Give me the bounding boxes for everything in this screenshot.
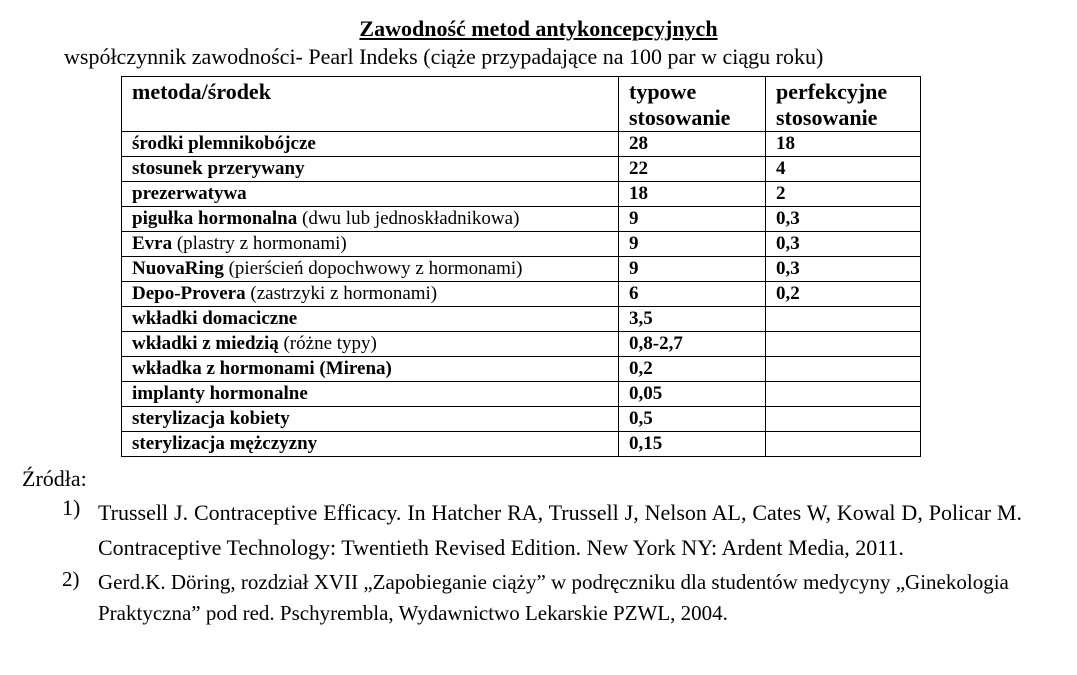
header-perfect-use: perfekcyjne stosowanie xyxy=(766,77,921,132)
method-name: sterylizacja kobiety xyxy=(132,408,290,429)
method-name: prezerwatywa xyxy=(132,183,247,204)
method-cell xyxy=(122,207,619,232)
method-cell xyxy=(122,257,619,282)
method-cell xyxy=(122,357,619,382)
source-text: Trussell J. Contraceptive Efficacy. In Hatcher RA, Trussell J, Nelson AL, Cates W, Kowal D, Policar M. Contraceptive Technology: Twentieth Revised Edition. New York NY: Ardent Media, 2011. xyxy=(98,500,1022,560)
method-cell xyxy=(122,132,619,157)
header-method: metoda/środek xyxy=(122,77,619,132)
method-name: implanty hormonalne xyxy=(132,383,308,404)
method-cell xyxy=(122,407,619,432)
perfect-use-cell xyxy=(766,382,921,407)
source-text: Gerd.K. Döring, rozdział XVII „Zapobieganie ciąży” w podręczniku dla studentów medycyny „Ginekologia Praktyczna” pod red. Pschyrembla, Wydawnictwo Lekarskie PZWL, 2004. xyxy=(98,570,1009,625)
typical-use-cell: 0,15 xyxy=(619,432,766,457)
table-row xyxy=(122,232,921,257)
sources-label: Źródła: xyxy=(22,466,87,491)
typical-use-cell: 22 xyxy=(619,157,766,182)
table-row xyxy=(122,157,921,182)
sources-list xyxy=(62,495,1022,629)
typical-use-cell: 0,8-2,7 xyxy=(619,332,766,357)
method-name: wkładki z miedzią xyxy=(132,333,279,354)
method-note: (zastrzyki z hormonami) xyxy=(245,283,438,304)
document-title: Zawodność metod antykoncepcyjnych xyxy=(359,16,718,41)
method-name: Evra xyxy=(132,233,173,254)
table-row xyxy=(122,182,921,207)
perfect-use-cell xyxy=(766,407,921,432)
method-name: NuovaRing xyxy=(132,258,224,279)
pearl-index-table xyxy=(121,76,921,457)
table-row xyxy=(122,332,921,357)
method-note: (plastry z hormonami) xyxy=(172,233,347,254)
method-name: Depo-Provera xyxy=(132,283,246,304)
method-name: środki plemnikobójcze xyxy=(132,133,316,154)
document-subtitle: współczynnik zawodności- Pearl Indeks (ciąże przypadające na 100 par w ciągu roku) xyxy=(64,44,824,69)
perfect-use-cell xyxy=(766,307,921,332)
table-row xyxy=(122,382,921,407)
typical-use-cell: 6 xyxy=(619,282,766,307)
typical-use-cell: 0,5 xyxy=(619,407,766,432)
table-row xyxy=(122,132,921,157)
method-cell xyxy=(122,282,619,307)
table-row xyxy=(122,432,921,457)
header-typical-use: typowe stosowanie xyxy=(619,77,766,132)
source-number: 1) xyxy=(62,495,81,520)
table-row xyxy=(122,257,921,282)
method-cell xyxy=(122,432,619,457)
table-row xyxy=(122,357,921,382)
method-name: sterylizacja mężczyzny xyxy=(132,433,318,454)
method-cell xyxy=(122,332,619,357)
method-name: wkładka z hormonami (Mirena) xyxy=(132,358,392,379)
source-item xyxy=(62,567,1022,629)
typical-use-cell: 3,5 xyxy=(619,307,766,332)
table-body xyxy=(122,132,921,457)
method-cell xyxy=(122,382,619,407)
perfect-use-cell xyxy=(766,332,921,357)
typical-use-cell: 9 xyxy=(619,257,766,282)
method-name: wkładki domaciczne xyxy=(132,308,298,329)
table-row xyxy=(122,407,921,432)
table-row xyxy=(122,207,921,232)
method-cell xyxy=(122,157,619,182)
perfect-use-cell: 0,2 xyxy=(766,282,921,307)
typical-use-cell: 18 xyxy=(619,182,766,207)
method-note: (dwu lub jednoskładnikowa) xyxy=(297,208,520,229)
method-cell xyxy=(122,182,619,207)
table-row xyxy=(122,307,921,332)
typical-use-cell: 9 xyxy=(619,207,766,232)
typical-use-cell: 0,05 xyxy=(619,382,766,407)
table-row xyxy=(122,282,921,307)
perfect-use-cell xyxy=(766,357,921,382)
perfect-use-cell: 0,3 xyxy=(766,257,921,282)
method-note: (różne typy) xyxy=(278,333,377,354)
method-name: pigułka hormonalna xyxy=(132,208,298,229)
perfect-use-cell: 0,3 xyxy=(766,207,921,232)
perfect-use-cell: 0,3 xyxy=(766,232,921,257)
table-header-row xyxy=(122,77,921,132)
typical-use-cell: 9 xyxy=(619,232,766,257)
source-number: 2) xyxy=(62,567,80,591)
method-note: (pierścień dopochwowy z hormonami) xyxy=(223,258,523,279)
typical-use-cell: 28 xyxy=(619,132,766,157)
typical-use-cell: 0,2 xyxy=(619,357,766,382)
perfect-use-cell: 4 xyxy=(766,157,921,182)
method-name: stosunek przerywany xyxy=(132,158,305,179)
method-cell xyxy=(122,307,619,332)
source-item xyxy=(62,495,1022,565)
perfect-use-cell xyxy=(766,432,921,457)
perfect-use-cell: 18 xyxy=(766,132,921,157)
method-cell xyxy=(122,232,619,257)
perfect-use-cell: 2 xyxy=(766,182,921,207)
